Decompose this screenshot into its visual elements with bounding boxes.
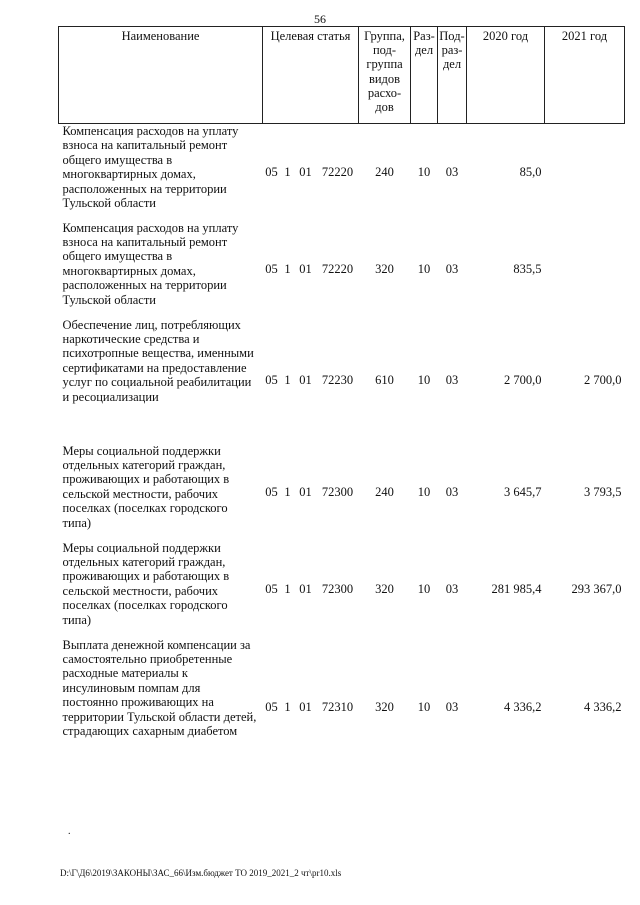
row-code-direction: 72220 [321,261,354,276]
row-code-subprogram: 1 [284,700,291,715]
row-name: Компенсация расходов на уплату взноса на капитальный ремонт общего имущества в многоквартирных домах, расположенных на территории Тульской области [62,220,239,307]
row-subsection: 03 [445,373,459,388]
header-year-2021: 2021 год [545,27,625,124]
page-number: 56 [314,12,326,26]
row-amount-2020: 835,5 [513,261,542,276]
header-target: Целевая статья [263,27,359,124]
header-subsection [438,27,467,124]
row-name: Меры социальной поддержки отдельных категорий граждан, проживающих и работающих в сельской местности, рабочих поселках (поселках городского типа) [62,443,230,530]
row-amount-2020: 3 645,7 [504,484,542,499]
table-row [59,444,625,541]
row-expense-group: 240 [375,165,394,180]
row-expense-group: 320 [375,581,394,596]
row-amount-2021 [545,221,625,318]
row-code-subprogram: 1 [284,484,291,499]
header-name: Наименование [59,27,263,124]
row-code-direction: 72230 [321,373,354,388]
row-section: 10 [417,581,431,596]
header-group-line: видов [368,71,401,86]
header-group-line: дов [375,100,394,115]
header-year-2020: 2020 год [467,27,545,124]
table-row [59,638,625,778]
row-expense-group: 610 [375,373,394,388]
row-code-event: 01 [299,373,312,388]
header-group-line: Группа, [364,29,405,43]
header-group-line: группа [366,57,403,72]
header-group [359,27,411,124]
row-code-direction: 72220 [321,165,354,180]
row-code-subprogram: 1 [284,581,291,596]
footer-file-path: D:\Г\Д6\2019\ЗАКОНЫ\ЗАС_66\Изм.бюджет ТО 2019_2021_2 чт\pr10.xls [60,868,342,878]
header-subsection-line: дел [442,57,462,72]
budget-table [58,26,625,778]
row-subsection: 03 [445,165,459,180]
table-header-row [59,27,625,124]
row-section: 10 [417,261,431,276]
row-amount-2020: 2 700,0 [504,373,542,388]
header-group-line: расхо- [367,85,402,100]
table-body [59,124,625,778]
header-group-line: под- [372,43,397,58]
row-amount-2020: 281 985,4 [491,581,542,596]
row-amount-2020: 4 336,2 [504,700,542,715]
table-row [59,541,625,638]
row-amount-2021 [545,124,625,221]
row-subsection: 03 [445,581,459,596]
row-code-event: 01 [299,700,312,715]
row-name: Компенсация расходов на уплату взноса на капитальный ремонт общего имущества в многоквартирных домах, расположенных на территории Тульской области [62,124,239,211]
row-code-program: 05 [265,581,278,596]
table-row [59,318,625,444]
row-amount-2021: 293 367,0 [571,581,622,596]
row-code-program: 05 [265,165,278,180]
header-section [411,27,438,124]
row-code-direction: 72310 [321,700,354,715]
row-amount-2021: 4 336,2 [584,700,622,715]
row-code-program: 05 [265,373,278,388]
row-code-subprogram: 1 [284,373,291,388]
row-code-subprogram: 1 [284,165,291,180]
row-code-direction: 72300 [321,581,354,596]
row-code-program: 05 [265,484,278,499]
header-subsection-line: раз- [441,43,463,58]
row-subsection: 03 [445,700,459,715]
row-section: 10 [417,165,431,180]
row-expense-group: 320 [375,261,394,276]
table-row [59,221,625,318]
row-amount-2020: 85,0 [519,165,542,180]
row-name: Обеспечение лиц, потребляющих наркотические средства и психотропные вещества, именными сертификатами на предоставление услуг по социальной реабилитации и ресоциализации [62,317,254,404]
row-expense-group: 320 [375,700,394,715]
header-section-line: Раз- [413,29,435,43]
row-code-subprogram: 1 [284,261,291,276]
row-code-program: 05 [265,700,278,715]
header-section-line: дел [414,43,434,58]
row-amount-2021: 3 793,5 [584,484,622,499]
row-code-program: 05 [265,261,278,276]
table-row [59,124,625,221]
row-section: 10 [417,484,431,499]
footer-mark: . [68,826,71,837]
row-code-direction: 72300 [321,484,354,499]
row-section: 10 [417,700,431,715]
row-code-event: 01 [299,261,312,276]
row-subsection: 03 [445,261,459,276]
row-expense-group: 240 [375,484,394,499]
row-section: 10 [417,373,431,388]
header-subsection-line: Под- [439,29,465,43]
row-name: Меры социальной поддержки отдельных категорий граждан, проживающих и работающих в сельской местности, рабочих поселках (поселках городского типа) [62,540,230,627]
row-code-event: 01 [299,581,312,596]
row-code-event: 01 [299,165,312,180]
row-name: Выплата денежной компенсации за самостоятельно приобретенные расходные материалы к инсулиновым помпам для постоянно проживающих на территории Тульской области детей, страдающих сахарным диабетом [62,637,257,738]
row-subsection: 03 [445,484,459,499]
row-code-event: 01 [299,484,312,499]
row-amount-2021: 2 700,0 [584,373,622,388]
